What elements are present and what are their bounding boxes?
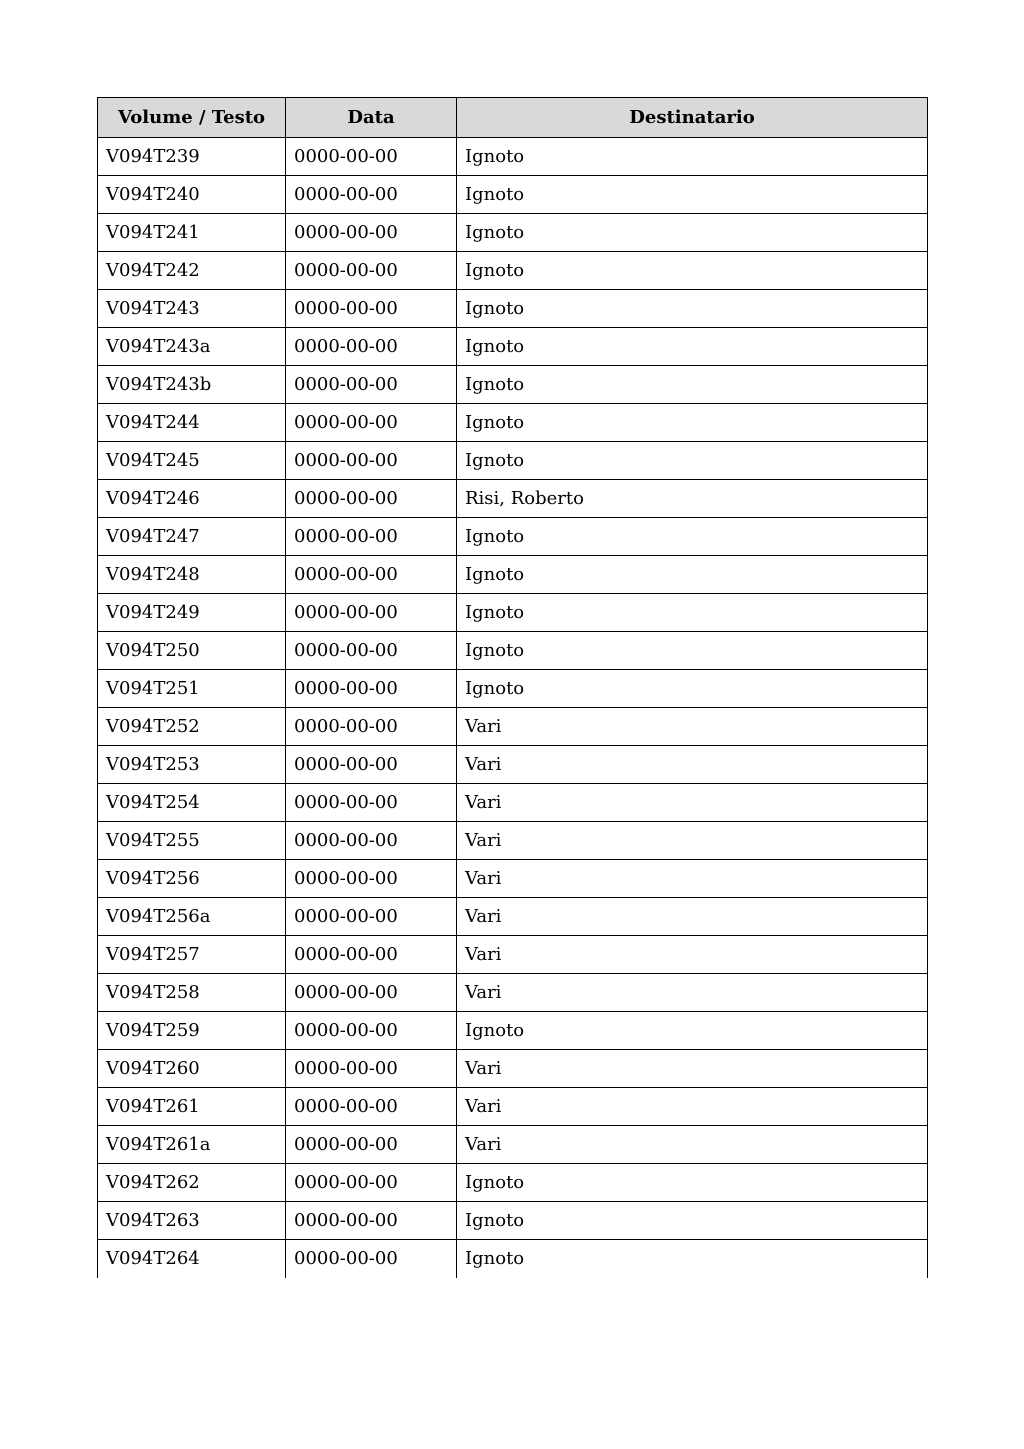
- cell-destinatario: Ignoto: [457, 670, 928, 708]
- table-row: [98, 670, 928, 708]
- table-row: [98, 518, 928, 556]
- cell-data: 0000-00-00: [286, 176, 457, 214]
- cell-volume-testo: V094T240: [98, 176, 286, 214]
- cell-volume-testo: V094T249: [98, 594, 286, 632]
- table-row: [98, 784, 928, 822]
- cell-data: 0000-00-00: [286, 328, 457, 366]
- table-row: [98, 404, 928, 442]
- cell-volume-testo: V094T242: [98, 252, 286, 290]
- cell-data: 0000-00-00: [286, 518, 457, 556]
- cell-data: 0000-00-00: [286, 1164, 457, 1202]
- column-header-data: Data: [286, 98, 457, 138]
- cell-data: 0000-00-00: [286, 1088, 457, 1126]
- cell-volume-testo: V094T253: [98, 746, 286, 784]
- table-row: [98, 252, 928, 290]
- cell-data: 0000-00-00: [286, 822, 457, 860]
- table-row: [98, 214, 928, 252]
- cell-volume-testo: V094T259: [98, 1012, 286, 1050]
- cell-data: 0000-00-00: [286, 784, 457, 822]
- table-row: [98, 1126, 928, 1164]
- cell-data: 0000-00-00: [286, 1126, 457, 1164]
- table-row: [98, 1012, 928, 1050]
- cell-volume-testo: V094T256: [98, 860, 286, 898]
- table-row: [98, 822, 928, 860]
- cell-data: 0000-00-00: [286, 936, 457, 974]
- cell-destinatario: Vari: [457, 860, 928, 898]
- table-row: [98, 860, 928, 898]
- cell-data: 0000-00-00: [286, 138, 457, 176]
- table-row: [98, 1164, 928, 1202]
- cell-data: 0000-00-00: [286, 252, 457, 290]
- cell-data: 0000-00-00: [286, 442, 457, 480]
- column-header-destinatario: Destinatario: [457, 98, 928, 138]
- cell-destinatario: Ignoto: [457, 404, 928, 442]
- cell-volume-testo: V094T260: [98, 1050, 286, 1088]
- cell-volume-testo: V094T247: [98, 518, 286, 556]
- table-row: [98, 1050, 928, 1088]
- cell-data: 0000-00-00: [286, 632, 457, 670]
- cell-volume-testo: V094T239: [98, 138, 286, 176]
- table-body: [98, 138, 928, 1278]
- header-row: [98, 98, 928, 138]
- cell-data: 0000-00-00: [286, 404, 457, 442]
- cell-destinatario: Ignoto: [457, 290, 928, 328]
- cell-volume-testo: V094T251: [98, 670, 286, 708]
- table-row: [98, 936, 928, 974]
- cell-destinatario: Vari: [457, 1126, 928, 1164]
- column-header-volume-testo: Volume / Testo: [98, 98, 286, 138]
- cell-volume-testo: V094T243a: [98, 328, 286, 366]
- cell-destinatario: Vari: [457, 974, 928, 1012]
- cell-data: 0000-00-00: [286, 746, 457, 784]
- table-row: [98, 594, 928, 632]
- table-row: [98, 632, 928, 670]
- cell-destinatario: Ignoto: [457, 556, 928, 594]
- cell-volume-testo: V094T244: [98, 404, 286, 442]
- cell-destinatario: Vari: [457, 746, 928, 784]
- cell-volume-testo: V094T246: [98, 480, 286, 518]
- cell-destinatario: Ignoto: [457, 328, 928, 366]
- cell-volume-testo: V094T255: [98, 822, 286, 860]
- table-header: [98, 98, 928, 138]
- cell-volume-testo: V094T261: [98, 1088, 286, 1126]
- cell-volume-testo: V094T245: [98, 442, 286, 480]
- cell-destinatario: Ignoto: [457, 632, 928, 670]
- cell-destinatario: Vari: [457, 822, 928, 860]
- cell-data: 0000-00-00: [286, 860, 457, 898]
- cell-destinatario: Ignoto: [457, 1164, 928, 1202]
- table-row: [98, 708, 928, 746]
- cell-destinatario: Ignoto: [457, 518, 928, 556]
- cell-destinatario: Vari: [457, 898, 928, 936]
- table-row: [98, 1202, 928, 1240]
- cell-destinatario: Ignoto: [457, 366, 928, 404]
- cell-destinatario: Ignoto: [457, 252, 928, 290]
- cell-destinatario: Vari: [457, 708, 928, 746]
- cell-data: 0000-00-00: [286, 898, 457, 936]
- cell-volume-testo: V094T252: [98, 708, 286, 746]
- cell-volume-testo: V094T264: [98, 1240, 286, 1278]
- table-row: [98, 328, 928, 366]
- cell-volume-testo: V094T261a: [98, 1126, 286, 1164]
- cell-volume-testo: V094T257: [98, 936, 286, 974]
- cell-destinatario: Ignoto: [457, 214, 928, 252]
- cell-volume-testo: V094T241: [98, 214, 286, 252]
- table-row: [98, 974, 928, 1012]
- cell-data: 0000-00-00: [286, 366, 457, 404]
- cell-destinatario: Ignoto: [457, 1240, 928, 1278]
- cell-data: 0000-00-00: [286, 480, 457, 518]
- cell-destinatario: Vari: [457, 784, 928, 822]
- cell-volume-testo: V094T256a: [98, 898, 286, 936]
- table-row: [98, 746, 928, 784]
- cell-volume-testo: V094T248: [98, 556, 286, 594]
- table-row: [98, 138, 928, 176]
- table-row: [98, 480, 928, 518]
- table-row: [98, 556, 928, 594]
- table-row: [98, 366, 928, 404]
- cell-destinatario: Ignoto: [457, 138, 928, 176]
- cell-data: 0000-00-00: [286, 1012, 457, 1050]
- cell-data: 0000-00-00: [286, 670, 457, 708]
- cell-destinatario: Vari: [457, 936, 928, 974]
- table-row: [98, 290, 928, 328]
- cell-destinatario: Ignoto: [457, 1202, 928, 1240]
- cell-destinatario: Vari: [457, 1088, 928, 1126]
- records-table: [97, 97, 928, 1278]
- cell-data: 0000-00-00: [286, 556, 457, 594]
- table-row: [98, 442, 928, 480]
- table-row: [98, 898, 928, 936]
- cell-volume-testo: V094T263: [98, 1202, 286, 1240]
- cell-data: 0000-00-00: [286, 708, 457, 746]
- cell-volume-testo: V094T258: [98, 974, 286, 1012]
- cell-volume-testo: V094T250: [98, 632, 286, 670]
- cell-destinatario: Risi, Roberto: [457, 480, 928, 518]
- cell-data: 0000-00-00: [286, 214, 457, 252]
- cell-destinatario: Ignoto: [457, 442, 928, 480]
- cell-volume-testo: V094T243b: [98, 366, 286, 404]
- cell-data: 0000-00-00: [286, 594, 457, 632]
- table-row: [98, 1088, 928, 1126]
- cell-data: 0000-00-00: [286, 1050, 457, 1088]
- cell-data: 0000-00-00: [286, 1240, 457, 1278]
- cell-data: 0000-00-00: [286, 974, 457, 1012]
- cell-volume-testo: V094T262: [98, 1164, 286, 1202]
- table-row: [98, 1240, 928, 1278]
- cell-destinatario: Ignoto: [457, 1012, 928, 1050]
- cell-data: 0000-00-00: [286, 1202, 457, 1240]
- cell-destinatario: Ignoto: [457, 594, 928, 632]
- records-table-container: [97, 97, 927, 1278]
- cell-volume-testo: V094T243: [98, 290, 286, 328]
- table-row: [98, 176, 928, 214]
- cell-destinatario: Vari: [457, 1050, 928, 1088]
- cell-destinatario: Ignoto: [457, 176, 928, 214]
- cell-data: 0000-00-00: [286, 290, 457, 328]
- cell-volume-testo: V094T254: [98, 784, 286, 822]
